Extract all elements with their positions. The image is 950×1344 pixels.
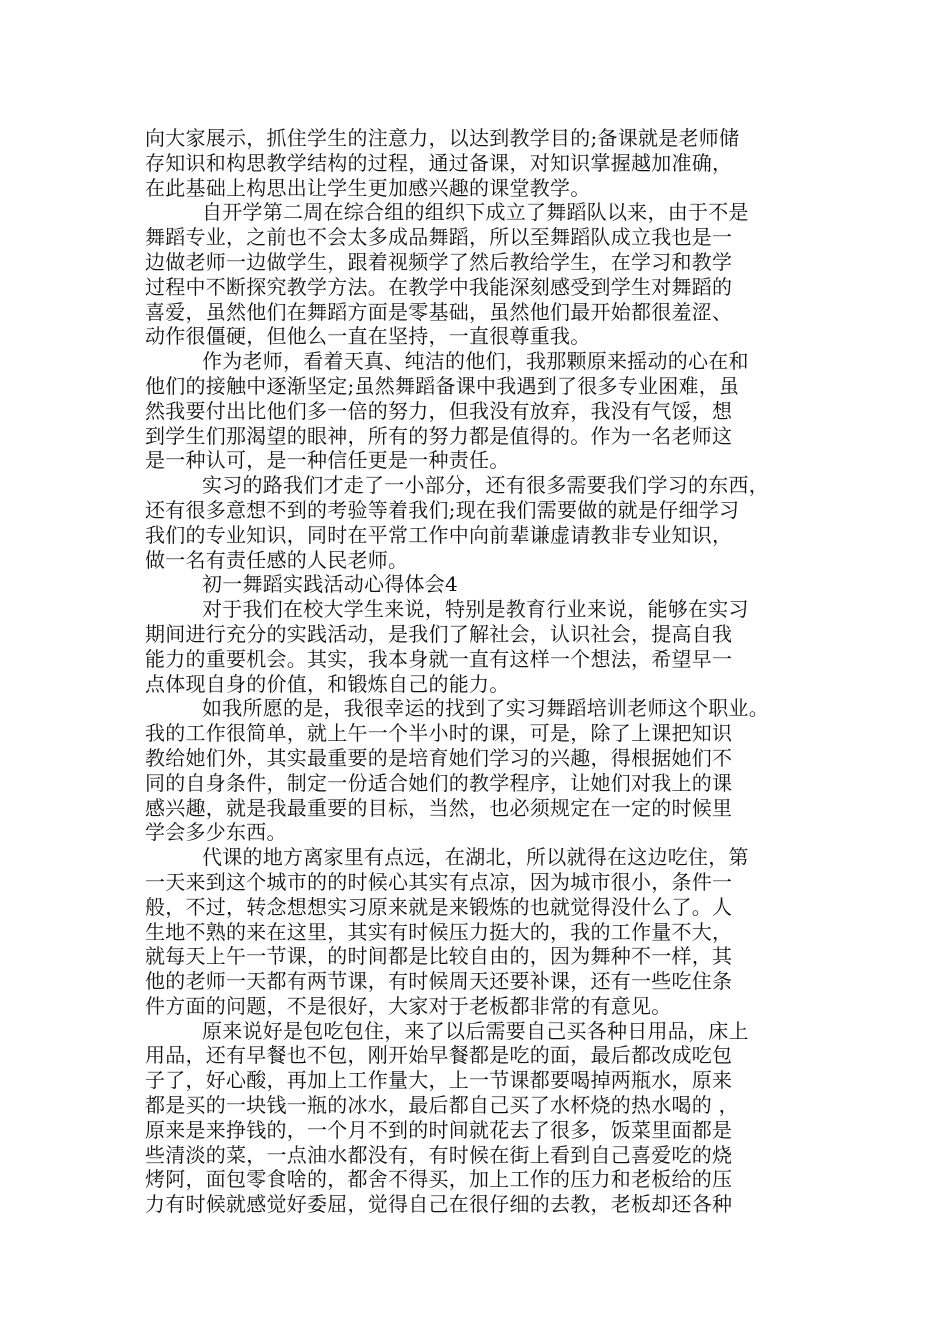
text-line: 都是买的一块钱一瓶的冰水，最后都自己买了水杯烧的热水喝的 ， xyxy=(145,1093,739,1118)
text-line: 子了，好心酸，再加上工作量大，上一节课都要喝掉两瓶水，原来 xyxy=(145,1068,733,1093)
text-line: 舞蹈专业，之前也不会太多成品舞蹈，所以至舞蹈队成立我也是一 xyxy=(145,225,733,250)
text-line: 原来是来挣钱的，一个月不到的时间就花去了很多，饭菜里面都是 xyxy=(145,1117,733,1142)
text-line: 他们的接触中逐渐坚定;虽然舞蹈备课中我遇到了很多专业困难，虽 xyxy=(145,373,740,398)
text-line: 他的老师一天都有两节课，有时候周天还要补课，还有一些吃住条 xyxy=(145,969,733,994)
text-line: 向大家展示，抓住学生的注意力，以达到教学目的;备课就是老师储 xyxy=(145,126,740,150)
text-line: 代课的地方离家里有点远，在湖北，所以就得在这边吃住，第 xyxy=(202,845,749,870)
text-line: 我们的专业知识，同时在平常工作中向前辈谦虚请教非专业知识， xyxy=(145,522,733,547)
text-line: 期间进行充分的实践活动，是我们了解社会，认识社会，提高自我 xyxy=(145,621,733,646)
text-line: 然我要付出比他们多一倍的努力，但我没有放弃，我没有气馁，想 xyxy=(145,398,733,423)
text-line: 实习的路我们才走了一小部分，还有很多需要我们学习的东西， xyxy=(202,473,769,498)
text-line: 生地不熟的来在这里，其实有时候压力挺大的，我的工作量不大， xyxy=(145,919,733,944)
text-line: 是一种认可，是一种信任更是一种责任。 xyxy=(145,448,510,473)
text-line: 力有时候就感觉好委屈，觉得自己在很仔细的去教，老板却还各种 xyxy=(145,1192,733,1217)
text-line: 感兴趣，就是我最重要的目标，当然，也必须规定在一定的时候里 xyxy=(145,795,733,820)
text-line: 一天来到这个城市的的时候心其实有点凉，因为城市很小，条件一 xyxy=(145,869,733,894)
text-line: 动作很僵硬，但他么一直在坚持，一直很尊重我。 xyxy=(145,324,591,349)
text-line: 点体现自身的价值，和锻炼自己的能力。 xyxy=(145,671,510,696)
text-line: 做一名有责任感的人民老师。 xyxy=(145,547,409,572)
text-line: 在此基础上构思出让学生更加感兴趣的课堂教学。 xyxy=(145,175,591,200)
text-line: 初一舞蹈实践活动心得体会4 xyxy=(202,572,458,597)
text-line: 存知识和构思教学结构的过程，通过备课，对知识掌握越加准确， xyxy=(145,150,733,175)
text-line: 对于我们在校大学生来说，特别是教育行业来说，能够在实习 xyxy=(202,597,749,622)
text-line: 同的自身条件，制定一份适合她们的教学程序，让她们对我上的课 xyxy=(145,770,733,795)
text-line: 过程中不断探究教学方法。在教学中我能深刻感受到学生对舞蹈的 xyxy=(145,274,733,299)
text-line: 如我所愿的是，我很幸运的找到了实习舞蹈培训老师这个职业。 xyxy=(202,696,769,721)
text-line: 边做老师一边做学生，跟着视频学了然后教给学生，在学习和教学 xyxy=(145,249,733,274)
text-line: 到学生们那渴望的眼神，所有的努力都是值得的。作为一名老师这 xyxy=(145,423,733,448)
text-line: 喜爱，虽然他们在舞蹈方面是零基础，虽然他们最开始都很羞涩、 xyxy=(145,299,733,324)
text-line: 烤阿，面包零食啥的，都舍不得买，加上工作的压力和老板给的压 xyxy=(145,1167,733,1192)
text-line: 就每天上午一节课，的时间都是比较自由的，因为舞种不一样，其 xyxy=(145,944,733,969)
text-line: 自开学第二周在综合组的组织下成立了舞蹈队以来，由于不是 xyxy=(202,200,749,225)
text-line: 作为老师，看着天真、纯洁的他们，我那颗原来摇动的心在和 xyxy=(202,349,749,374)
text-line: 件方面的问题，不是很好，大家对于老板都非常的有意见。 xyxy=(145,993,672,1018)
text-line: 原来说好是包吃包住，来了以后需要自己买各种日用品，床上 xyxy=(202,1018,749,1043)
text-line: 能力的重要机会。其实，我本身就一直有这样一个想法，希望早一 xyxy=(145,646,733,671)
text-line: 用品，还有早餐也不包，刚开始早餐都是吃的面，最后都改成吃包 xyxy=(145,1043,733,1068)
text-line: 些清淡的菜，一点油水都没有，有时候在街上看到自己喜爱吃的烧 xyxy=(145,1142,733,1167)
text-line: 还有很多意想不到的考验等着我们;现在我们需要做的就是仔细学习 xyxy=(145,497,740,522)
text-line: 我的工作很简单，就上午一个半小时的课，可是，除了上课把知识 xyxy=(145,721,733,746)
text-line: 教给她们外，其实最重要的是培育她们学习的兴趣，得根据她们不 xyxy=(145,745,733,770)
document-body xyxy=(145,126,825,1217)
text-line: 般，不过，转念想想实习原来就是来锻炼的也就觉得没什么了。人 xyxy=(145,894,733,919)
text-line: 学会多少东西。 xyxy=(145,820,287,845)
